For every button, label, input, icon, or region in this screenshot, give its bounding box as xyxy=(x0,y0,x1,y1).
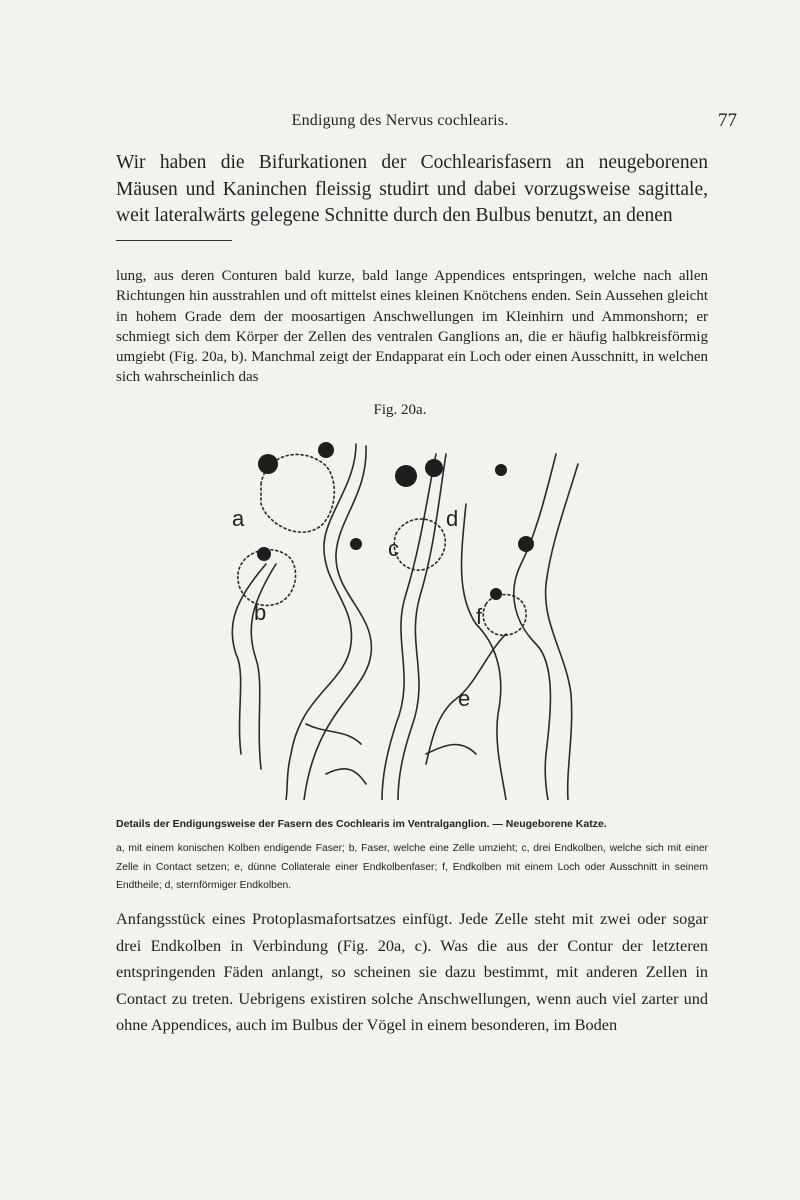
figure-illustration xyxy=(206,424,602,800)
figure-caption-title: Details der Endigungsweise der Fasern des Cochlearis im Ventralganglion. — Neugeborene Katze. xyxy=(116,818,607,830)
body-paragraph-top: Wir haben die Bifurkationen der Cochlearisfasern an neugeborenen Mäusen und Kaninchen fleissig studirt und dabei vorzugsweise sagittale, weit lateralwärts gelegene Schnitte durch den Bulbus benutzt, an denen xyxy=(116,152,708,226)
fiber-d xyxy=(382,454,436,800)
fiber-c xyxy=(286,444,356,800)
figure-label: Fig. 20a. xyxy=(373,402,427,418)
running-header xyxy=(0,112,800,136)
figure-letter-b: b xyxy=(254,600,267,625)
figure-letter-a: a xyxy=(232,506,245,531)
figure-letter-d: d xyxy=(446,506,459,531)
neuron-drawing xyxy=(206,424,602,800)
fiber-f xyxy=(514,454,556,800)
figure-letter-c: c xyxy=(388,536,399,561)
body-paragraph-bottom: Anfangsstück eines Protoplasmafortsatzes einfügt. Jede Zelle steht mit zwei oder sogar drei Endkolben in Verbindung (Fig. 20a, c). Was die aus der Contur der letzteren entspringenden Fäden anlangt, so scheinen sie dazu bestimmt, mit anderen Zellen in Contact zu treten. Uebrigens existiren solche Anschwellungen, wenn auch viel zarter und ohne Appendices, auch im Bulbus der Vögel in einem besonderen, im Boden xyxy=(116,909,708,1034)
body-paragraph-small: lung, aus deren Conturen bald kurze, bald lange Appendices entspringen, welche nach allen Richtungen hin ausstrahlen und oft mittelst eines kleinen Knötchens enden. Sein Aussehen gleicht in hohem Grade dem der moosartigen Anschwellungen im Kleinhirn und Ammonshorn; er schmiegt sich dem Körper der Zellen des ventralen Ganglions an, die er häufig halbkreisförmig umgiebt (Fig. 20a, b). Manchmal zeigt der Endapparat ein Loch oder einen Ausschnitt, in welchen sich wahrscheinlich das xyxy=(116,268,708,386)
page-number: 77 xyxy=(718,110,737,131)
footnote-divider xyxy=(116,240,232,241)
running-title: Endigung des Nervus cochlearis. xyxy=(291,112,509,129)
figure-letter-f: f xyxy=(476,604,483,629)
figure-caption-body: a, mit einem konischen Kolben endigende Faser; b, Faser, welche eine Zelle umzieht; c, drei Endkolben, welche sich mit einer Zelle in Contact setzen; e, dünne Collaterale einer Endkolbenfaser; f, Endkolben mit einem Loch oder Ausschnitt in seinem Endtheile; d, sternförmiger Endkolben. xyxy=(116,843,708,891)
figure-letter-e: e xyxy=(458,686,471,711)
